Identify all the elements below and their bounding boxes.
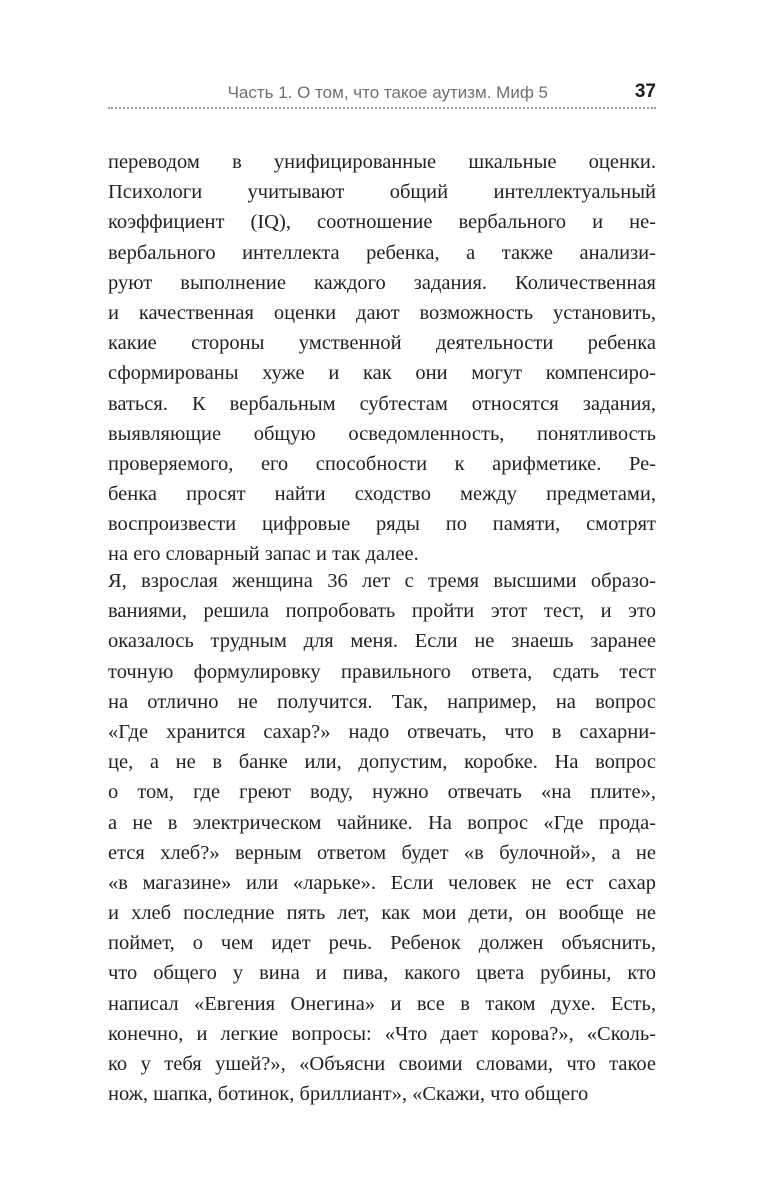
- text-line: и качественная оценки дают возможность установить,: [108, 301, 656, 324]
- text-line: ко у тебя ушей?», «Объясни своими словами, что такое: [108, 1053, 656, 1075]
- text-line: на его словарный запас и так далее.: [108, 543, 419, 566]
- text-line: Психологи учитывают общий интеллектуальный: [108, 181, 656, 204]
- page-number: 37: [634, 81, 656, 102]
- text-line: Я, взрослая женщина 36 лет с тремя высшими образо-: [108, 570, 656, 592]
- text-line: и хлеб последние пять лет, как мои дети, он вообще не: [108, 902, 656, 925]
- text-line: написал «Евгения Онегина» и все в таком духе. Есть,: [108, 992, 656, 1015]
- text-line: конечно, и легкие вопросы: «Что дает корова?», «Сколь-: [108, 1022, 656, 1045]
- text-line: нож, шапка, ботинок, бриллиант», «Скажи, что общего: [108, 1083, 589, 1106]
- text-line: ваться. К вербальным субтестам относятся задания,: [108, 392, 656, 415]
- text-line: бенка просят найти сходство между предметами,: [108, 483, 656, 506]
- text-line: проверяемого, его способности к арифметике. Ре-: [108, 452, 656, 475]
- paragraph-2: [108, 566, 656, 1109]
- text-line: ется хлеб?» верным ответом будет «в булочной», а не: [108, 841, 656, 864]
- text-line: вербального интеллекта ребенка, а также анализи-: [108, 241, 656, 264]
- text-line: ваниями, решила попробовать пройти этот тест, и это: [108, 600, 656, 623]
- text-line: что общего у вина и пива, какого цвета рубины, кто: [108, 962, 656, 985]
- dotted-rule: [108, 107, 656, 109]
- text-line: а не в электрическом чайнике. На вопрос «Где прода-: [108, 811, 656, 834]
- text-line: о том, где греют воду, нужно отвечать «на плите»,: [108, 781, 656, 804]
- text-line: «в магазине» или «ларьке». Если человек не ест сахар: [108, 871, 656, 894]
- text-line: выявляющие общую осведомленность, понятливость: [108, 422, 656, 445]
- text-line: воспроизвести цифровые ряды по памяти, смотрят: [108, 513, 656, 536]
- text-line: сформированы хуже и как они могут компенсиро-: [108, 362, 656, 385]
- text-line: точную формулировку правильного ответа, сдать тест: [108, 660, 656, 683]
- text-line: це, а не в банке или, допустим, коробке. На вопрос: [108, 751, 656, 774]
- text-line: на отлично не получится. Так, например, на вопрос: [108, 690, 656, 713]
- running-head: [108, 78, 656, 110]
- text-line: коэффициент (IQ), соотношение вербального и не-: [108, 211, 656, 234]
- running-title: Часть 1. О том, что такое аутизм. Миф 5: [227, 83, 548, 102]
- text-line: поймет, о чем идет речь. Ребенок должен объяснить,: [108, 932, 656, 955]
- paragraph-1: [108, 147, 656, 570]
- text-line: какие стороны умственной деятельности ребенка: [108, 332, 656, 355]
- text-line: руют выполнение каждого задания. Количественная: [108, 271, 656, 294]
- text-line: переводом в унифицированные шкальные оценки.: [108, 151, 656, 173]
- text-line: «Где хранится сахар?» надо отвечать, что в сахарни-: [108, 720, 656, 743]
- text-line: оказалось трудным для меня. Если не знаешь заранее: [108, 630, 656, 653]
